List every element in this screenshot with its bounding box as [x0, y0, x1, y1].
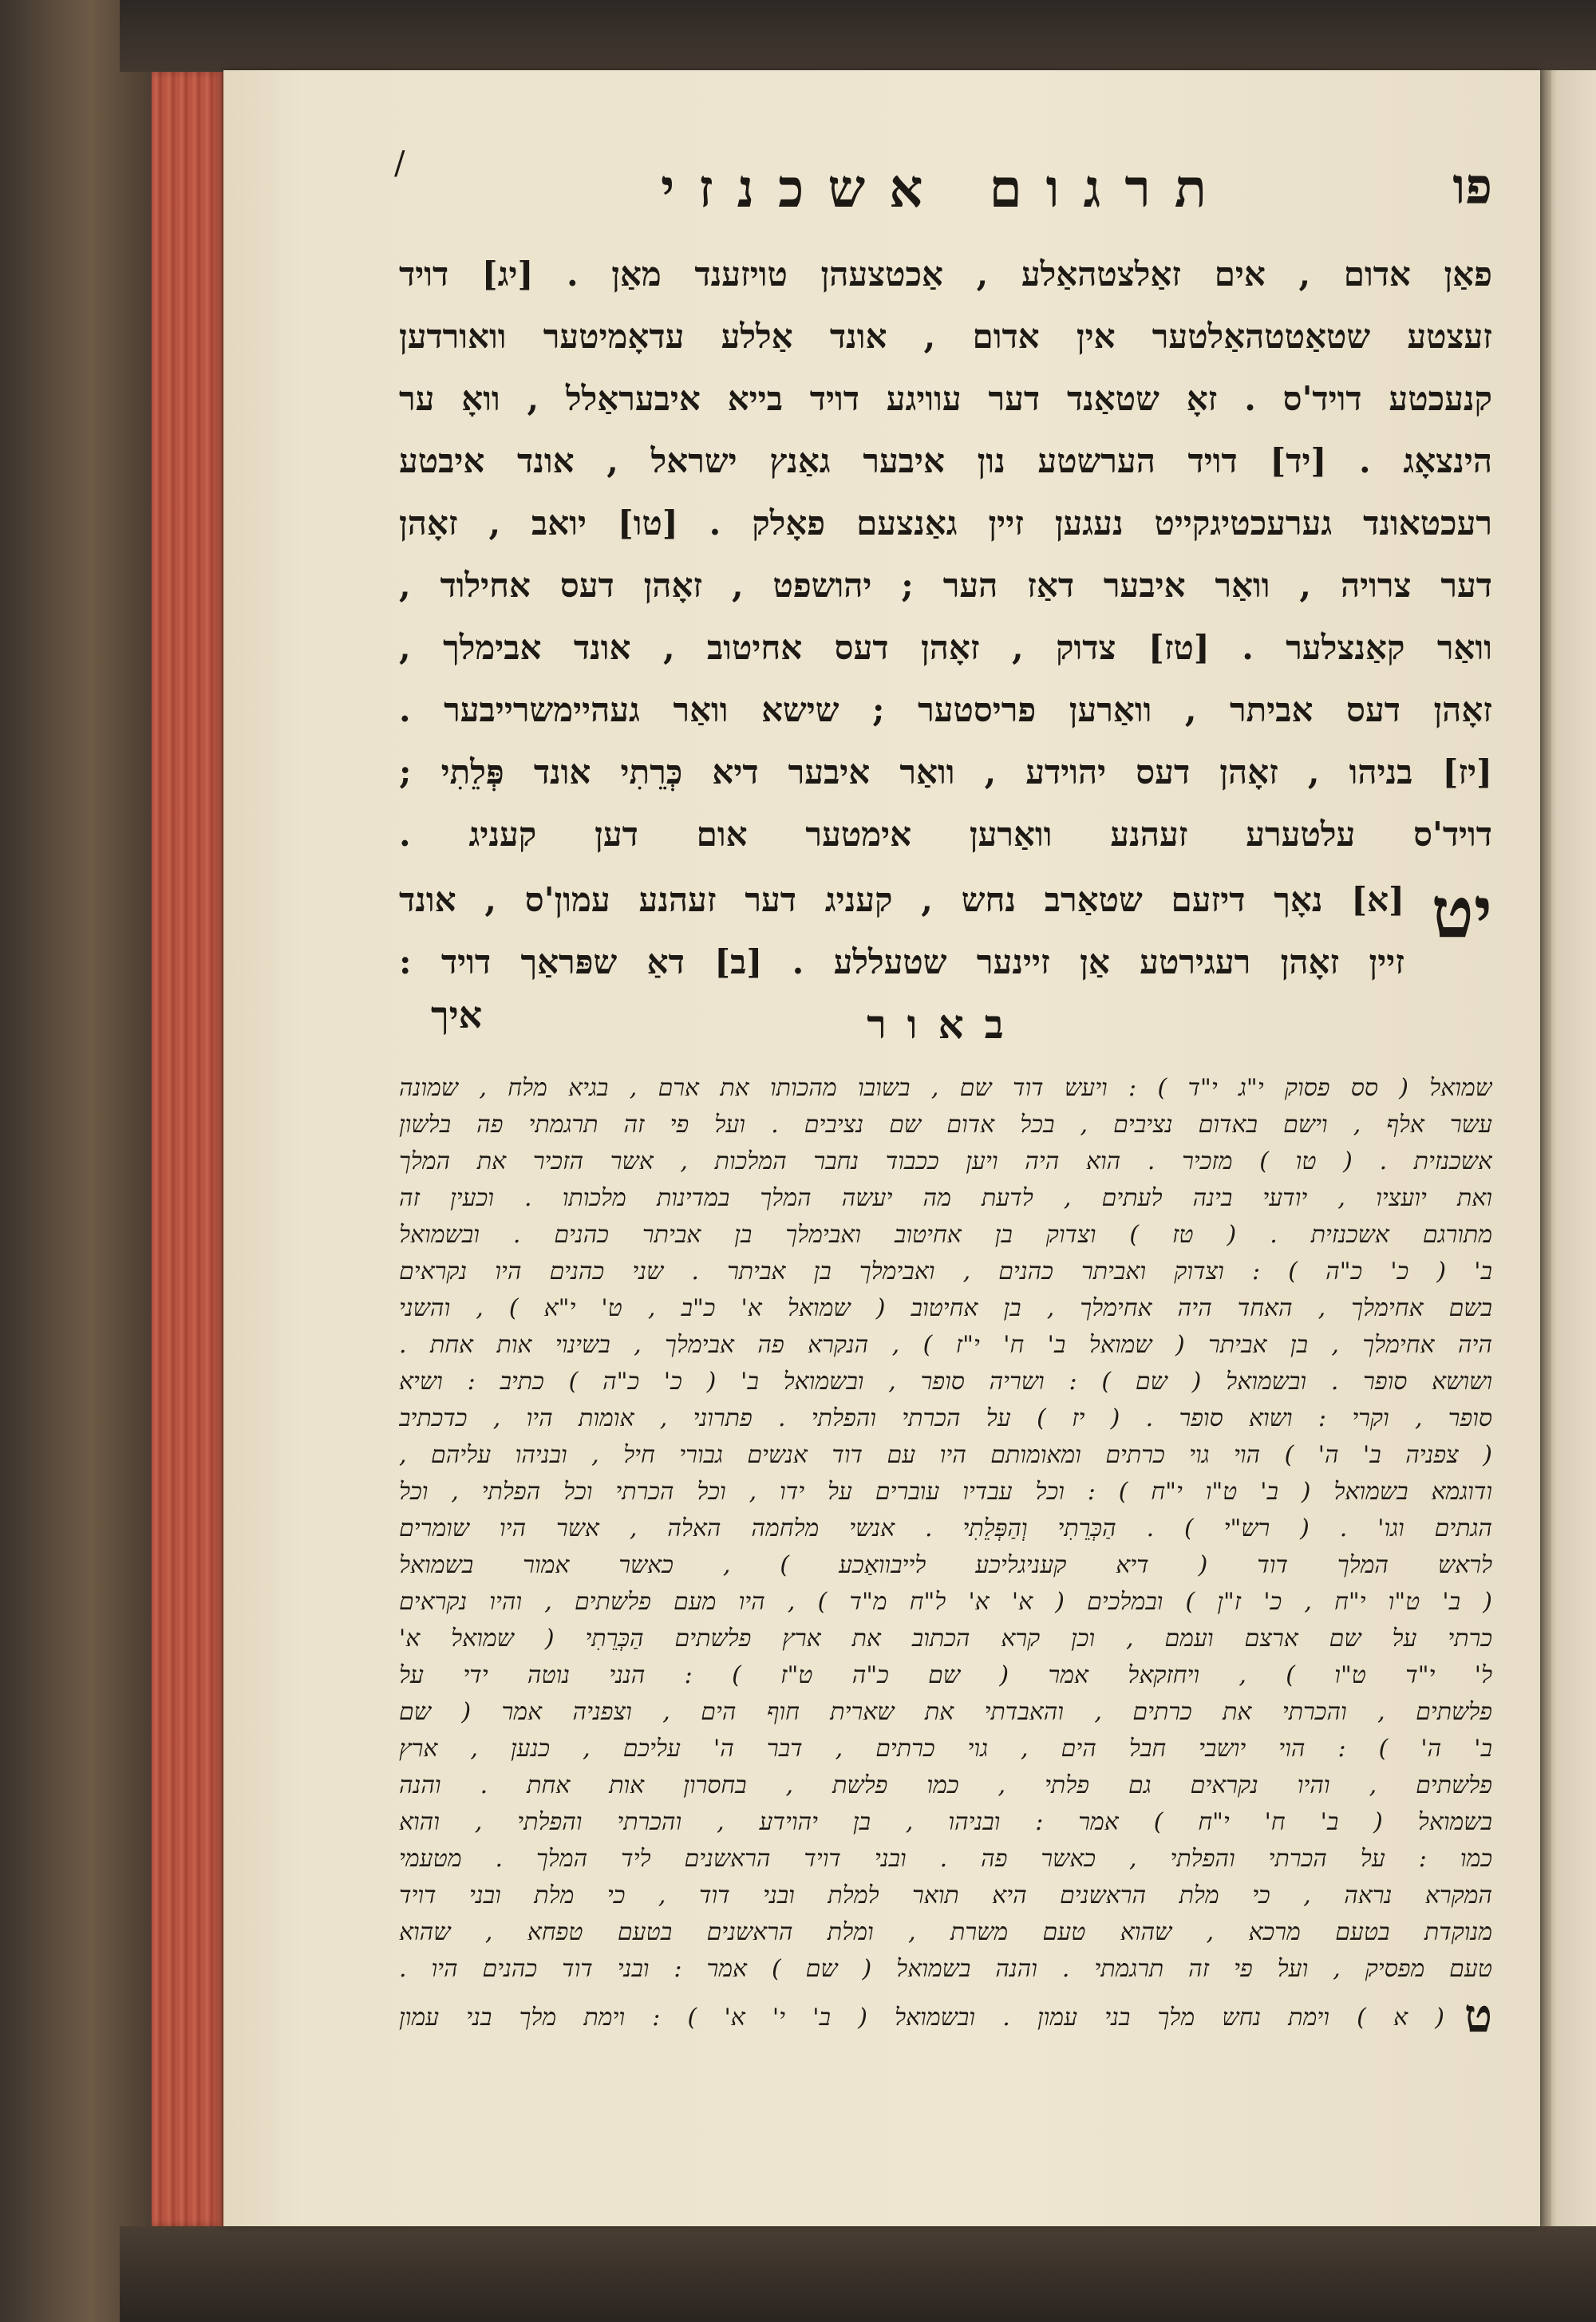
footer-marker: ט — [1464, 1988, 1492, 2043]
commentary-line: סופר , וקרי : ושוא סופר . ( יז ) על הכרתי והפלתי . פתרוני , אומות היו , כדכתיב — [399, 1404, 1492, 1432]
running-title: תרגום אשכנזי — [660, 157, 1231, 219]
page-gutter — [1540, 70, 1551, 2226]
commentary-line: ודוגמא בשמואל ( ב' ט"ו י"ח ) : וכל עבדיו עוברים על ידו , וכל הכרתי וכל הפלתי , וכל — [399, 1478, 1492, 1506]
stray-mark: / — [394, 145, 405, 182]
chapter-marker: יט — [1431, 871, 1492, 954]
text-line: [יז] בניהו , זאָהן דעס יהוידע , וואַר איבער דיא כְּרֵתִי אונד פְּלֵתִי ; — [399, 752, 1492, 792]
commentary-line: היה אחימלך , בן אביתר ( שמואל ב' ח' י"ז ) , הנקרא פה אבימלך , בשינוי אות אחת . — [399, 1331, 1492, 1359]
commentary-line: מנוקדת בטעם מרכא , שהוא טעם משרת , ומלת הראשנים בטעם טפחא , שהוא — [399, 1918, 1492, 1946]
text-line: וואַר קאַנצלער . [טז] צדוק , זאָהן דעס אחיטוב , אונד אבימלך , — [399, 628, 1492, 667]
page-footer — [399, 1988, 1492, 2043]
commentary-line: ב' ה' ) : הוי יושבי חבל הים , גוי כרתים , דבר ה' עליכם , כנען , ארץ — [399, 1735, 1492, 1763]
text-line: הינצאָג . [יד] דויד הערשטע נון איבער גאַנץ ישראל , אונד איבטע — [399, 441, 1492, 480]
facing-page-strip — [1540, 70, 1596, 2226]
commentary-line: שמואל ( סס פסוק י"ג י"ד ) : ויעש דוד שם , בשובו מהכותו את ארם , בגיא מלח , שמונה — [399, 1074, 1492, 1102]
commentary-line: פלשתים , והכרתי את כרתים , והאבדתי את שארית חוף הים , וצפניה אמר ( שם — [399, 1698, 1492, 1726]
page-number: פו — [1452, 157, 1492, 215]
commentary-line: עשר אלף , וישם באדום נציבים , בכל אדום שם נציבים . ועל פי זה תרגמתי פה בלשון — [399, 1111, 1492, 1139]
commentary-line: ( צפניה ב' ה' ) הוי גוי כרתים ומאומותם היו עם דוד אנשים גבורי חיל , ובניהו עליהם , — [399, 1441, 1492, 1469]
translation-text — [399, 243, 1492, 993]
commentary-line: כמו : על הכרתי והפלתי , כאשר פה . ובני דויד הראשנים ליד המלך . מטעמי — [399, 1845, 1492, 1873]
commentary-text — [399, 1070, 1492, 1988]
commentary-line: ושושא סופר . ובשמואל ( שם ) : ושריה סופר , ובשמואל ב' ( כ' כ"ה ) כתיב : ושיא — [399, 1368, 1492, 1396]
section-heading-row — [399, 993, 1492, 1070]
commentary-line: כרתי על שם ארצם ועמם , וכן קרא הכתוב את ארץ פלשתים הַכְּרֵתִי ( שמואל א' — [399, 1625, 1492, 1653]
text-line: זיין זאָהן רעגירטע אַן זיינער שטעללע . [ב] דאַ שפּראַך דויד : — [399, 942, 1404, 981]
commentary-line: ואת יועציו , יודעי בינה לעתים , לדעת מה יעשה המלך במדינות מלכותו . וכעין זה — [399, 1184, 1492, 1212]
commentary-line: מתורגם אשכנזית . ( טז ) וצדוק בן אחיטוב ואבימלך בן אביתר כהנים . ובשמואל — [399, 1221, 1492, 1249]
commentary-line: המקרא נראה , כי מלת הראשנים היא תואר למלת ובני דוד , כי מלת ובני דויד — [399, 1882, 1492, 1909]
commentary-line: טעם מפסיק , ועל פי זה תרגמתי . והנה בשמואל ( שם ) אמר : ובני דוד כהנים היו . — [399, 1955, 1492, 1983]
commentary-line: ( ב' ט"ו י"ח , כ' ז"ן ) ובמלכים ( א' א' ל"ח מ"ד ) , היו מעם פלשתים , והיו נקראים — [399, 1588, 1492, 1616]
text-line: זאָהן דעס אביתר , וואַרען פריסטער ; שישא וואַר געהיימשרייבער . — [399, 690, 1492, 729]
text-line: [א] נאָך דיזעם שטאַרב נחש , קעניג דער זעהנע עמון'ס , אונד — [399, 880, 1404, 919]
commentary-line: ל' י"ד ט"ו ) , ויחזקאל אמר ( שם כ"ה ט"ז ) : הנני נוטה ידי על — [399, 1661, 1492, 1689]
text-line: פאַן אדום , אים זאַלצטהאַלע , אַכטצעהן טויזענד מאַן . [יג] דויד — [399, 255, 1492, 294]
page-header — [394, 145, 1492, 243]
text-line: רעכטאונד גערעכטיגקייט נעגען זיין גאַנצעם פאָלק . [טו] יואב , זאָהן — [399, 503, 1492, 543]
book-cover-edge — [0, 0, 152, 2322]
catchword: איך — [431, 993, 483, 1037]
commentary-line: בשמואל ( ב' ח' י"ח ) אמר : ובניהו , בן יהוידע , והכרתי והפלתי , והוא — [399, 1808, 1492, 1836]
book-cover-top — [120, 0, 1596, 72]
text-line: דויד'ס עלטערע זעהנע וואַרען אימטער אום דען קעניג . — [399, 815, 1492, 854]
commentary-line: לראש המלך דוד ( דיא קעניגליכע לייבוואַכע ) , כאשר אמור בשמואל — [399, 1551, 1492, 1579]
footer-text: ( א ) וימת נחש מלך בני עמון . ובשמואל ( ב' י' א' ) : וימת מלך בני עמון — [399, 2004, 1444, 2032]
commentary-line: אשכנזית . ( טו ) מזכיר . הוא היה ויען ככבוד נחבר המלכות , אשר הזכיר את המלך — [399, 1147, 1492, 1175]
text-line: דער צרויה , וואַר איבער דאַז הער ; יהושפט , זאָהן דעס אחילוד , — [399, 566, 1492, 605]
text-line: קנעכטע דויד'ס . זאָ שטאַנד דער עוויגע דויד בייא איבעראַלל , וואָ ער — [399, 379, 1492, 418]
chapter-block — [399, 869, 1492, 993]
commentary-line: ב' ( כ' כ"ה ) : וצדוק ואביתר כהנים , ואבימלך בן אביתר . שני כהנים היו נקראים — [399, 1258, 1492, 1285]
commentary-line: בשם אחימלך , האחד היה אחימלך , בן אחיטוב ( שמואל א' כ"ב , ט' י"א ) , והשני — [399, 1294, 1492, 1322]
red-page-edges — [152, 72, 223, 2226]
commentary-line: הגתים וגו' . ( רש"י ) . הַכְּרֵתִי וְהַפְּלֵתִי . אנשי מלחמה האלה , אשר היו שומרים — [399, 1514, 1492, 1542]
commentary-line: פלשתים , והיו נקראים גם פלתי , כמו פלשת , בחסרון אות אחת . והנה — [399, 1771, 1492, 1799]
book-cover-bottom — [120, 2226, 1596, 2322]
section-heading: באור — [867, 1001, 1025, 1048]
text-line: זעצטע שטאַטטהאַלטער אין אדום , אונד אַללע עדאָמיטער וואורדען — [399, 317, 1492, 356]
page-content — [394, 145, 1492, 2190]
